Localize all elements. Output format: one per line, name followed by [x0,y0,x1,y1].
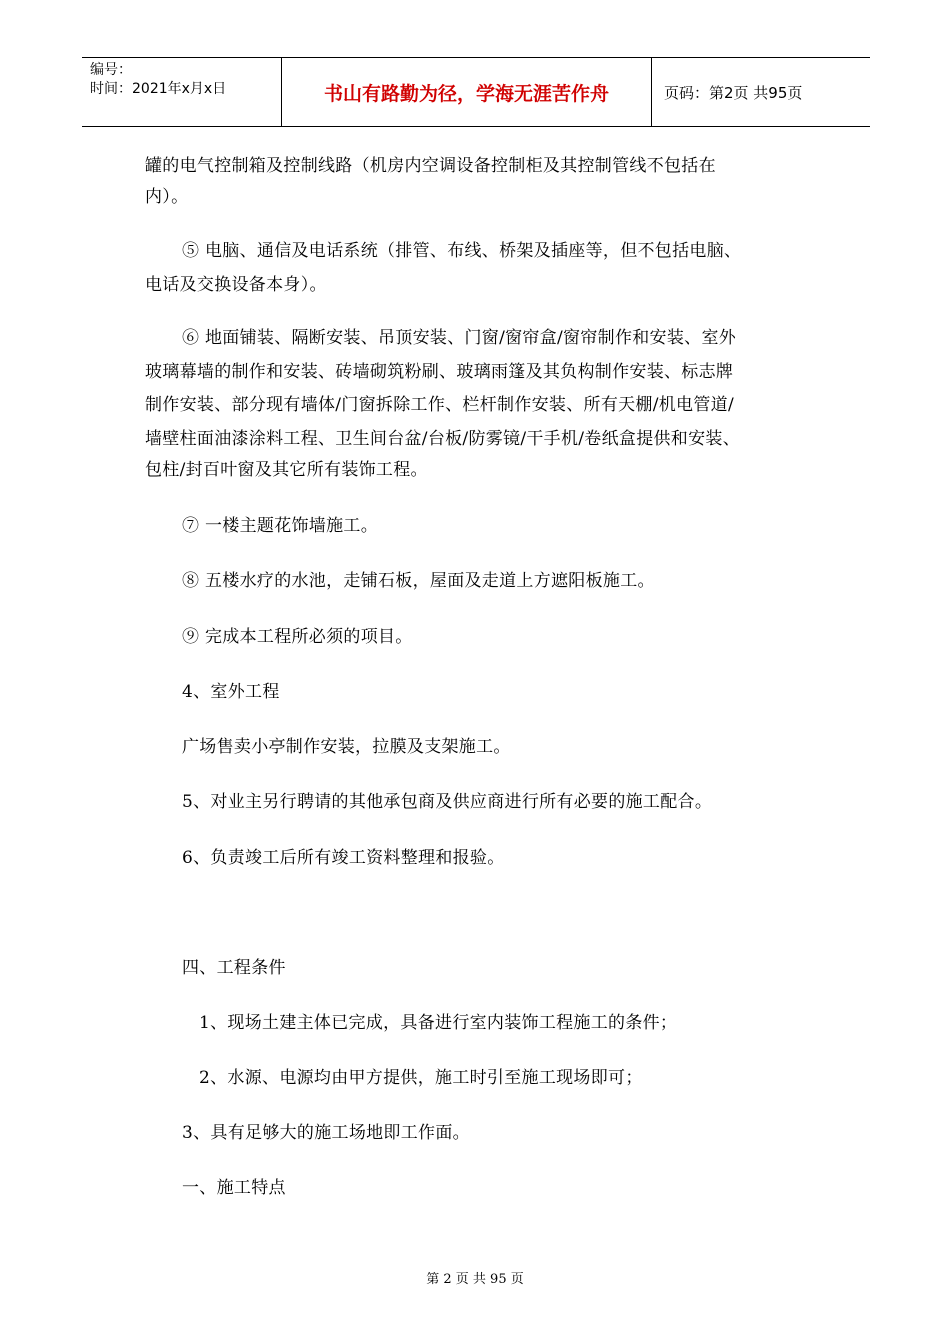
list-item: 1、现场土建主体已完成，具备进行室内装饰工程施工的条件； [199,1013,678,1033]
list-item: ⑨ 完成本工程所必须的项目。 [182,627,413,647]
body-line: 罐的电气控制箱及控制线路（机房内空调设备控制柜及其控制管线不包括在 [145,156,716,176]
body-line: 广场售卖小亭制作安装，拉膜及支架施工。 [182,737,511,757]
section-heading: 5、对业主另行聘请的其他承包商及供应商进行所有必要的施工配合。 [182,792,713,812]
page-footer: 第 2 页 共 95 页 [426,1272,524,1287]
body-line: 电话及交换设备本身）。 [145,275,327,295]
header-meta [82,58,282,126]
section-heading: 6、负责竣工后所有竣工资料整理和报验。 [182,848,505,868]
section-heading: 4、室外工程 [182,682,280,702]
body-line: 墙壁柱面油漆涂料工程、卫生间台盆/台板/防雾镜/干手机/卷纸盒提供和安装、 [145,429,741,449]
header-page-info: 页码：第2页 共95页 [664,83,803,102]
document-time-label: 时间：2021年x月x日 [90,81,227,97]
document-number-label: 编号： [90,62,132,78]
page-header [82,57,870,127]
list-item: ⑧ 五楼水疗的水池，走铺石板，屋面及走道上方遮阳板施工。 [182,571,655,591]
section-heading: 一、施工特点 [182,1178,286,1198]
list-item: ⑤ 电脑、通信及电话系统（排管、布线、桥架及插座等，但不包括电脑、 [182,241,742,261]
list-item: 2、水源、电源均由甲方提供，施工时引至施工现场即可； [199,1068,643,1088]
list-item: ⑥ 地面铺装、隔断安装、吊顶安装、门窗/窗帘盒/窗帘制作和安装、室外 [182,328,737,348]
body-line: 玻璃幕墙的制作和安装、砖墙砌筑粉刷、玻璃雨篷及其负构制作安装、标志牌 [145,362,734,382]
body-line: 包柱/封百叶窗及其它所有装饰工程。 [145,460,428,480]
body-line: 内）。 [145,187,189,207]
body-line: 制作安装、部分现有墙体/门窗拆除工作、栏杆制作安装、所有天棚/机电管道/ [145,395,734,415]
section-heading: 四、工程条件 [182,958,286,978]
list-item: ⑦ 一楼主题花饰墙施工。 [182,516,379,536]
header-motto: 书山有路勤为径，学海无涯苦作舟 [282,58,652,126]
list-item: 3、具有足够大的施工场地即工作面。 [182,1123,470,1143]
